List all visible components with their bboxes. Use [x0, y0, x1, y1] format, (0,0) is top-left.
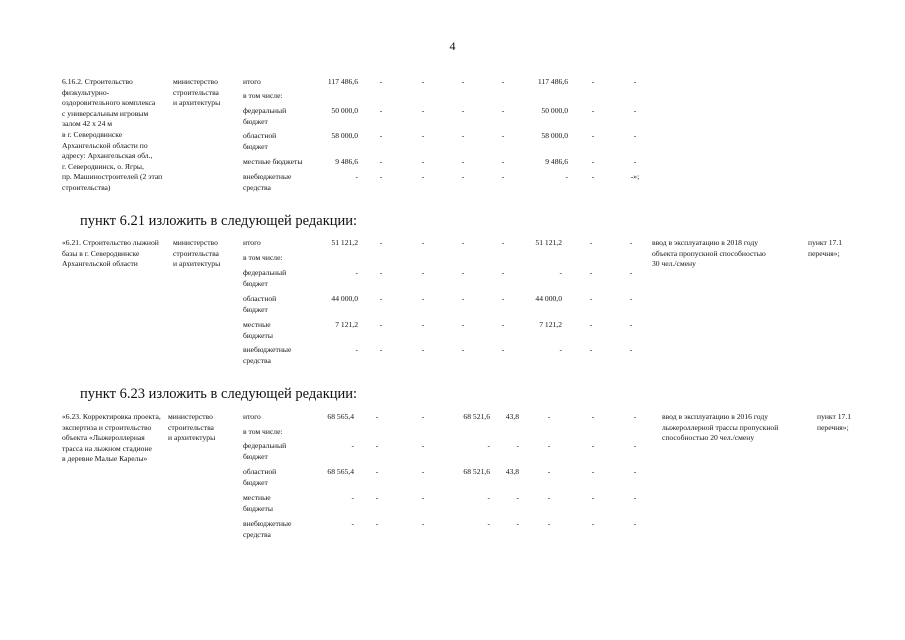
- amount-cell: -: [559, 268, 562, 277]
- amount-cell: -: [375, 412, 379, 421]
- funding-source-label: в том числе:: [243, 253, 283, 262]
- amount-cell: 68 565,4: [327, 467, 354, 476]
- amount-cell: 51 121,2: [331, 238, 358, 247]
- measure-name-line: 6.16.2. Строительство: [62, 77, 133, 86]
- amount-cell: -: [421, 131, 425, 140]
- measure-name-line: в деревне Малые Карелы»: [62, 454, 148, 464]
- amount-cell: -: [375, 441, 379, 450]
- amount-cell: -: [421, 519, 425, 528]
- measure-name-line: базы в г. Северодвинске: [62, 248, 140, 258]
- measure-name-line: залом 42 х 24 м: [62, 119, 113, 129]
- amount-cell: -: [591, 493, 595, 502]
- amount-cell: -: [633, 441, 637, 450]
- section-heading: пункт 6.21 изложить в следующей редакции:: [80, 213, 358, 229]
- amount-cell: -: [421, 320, 425, 329]
- amount-cell: -: [591, 106, 595, 115]
- amount-cell: -: [461, 238, 465, 247]
- amount-cell: -: [461, 106, 465, 115]
- amount-cell: -: [633, 106, 637, 115]
- funding-source-label: внебюджетные: [243, 519, 292, 528]
- expected-result-line: ввод в эксплуатацию в 2018 году: [652, 238, 759, 247]
- funding-source-label: в том числе:: [243, 91, 283, 100]
- measure-name-line: объекта «Лыжероллерная: [62, 433, 145, 443]
- funding-source-label: областной: [243, 131, 277, 140]
- amount-cell: -: [501, 268, 505, 277]
- amount-cell: -: [379, 157, 383, 166]
- amount-cell: -: [633, 77, 637, 86]
- executor-line: строительства: [168, 422, 214, 432]
- funding-source-label: местные: [243, 493, 271, 502]
- measure-name-line: «6.21. Строительство лыжной: [62, 238, 159, 247]
- funding-source-label: средства: [243, 182, 271, 192]
- amount-cell: -: [375, 519, 379, 528]
- amount-cell: -: [351, 493, 354, 502]
- amount-cell: -: [501, 131, 505, 140]
- amount-cell: -: [355, 268, 358, 277]
- amount-cell: -: [629, 345, 633, 354]
- amount-cell: -: [461, 294, 465, 303]
- amount-cell: -: [591, 77, 595, 86]
- amount-cell: 44 000,0: [535, 294, 562, 303]
- reference-line: перечня»;: [808, 248, 840, 258]
- page-number: 4: [449, 39, 456, 53]
- executor-line: строительства: [173, 248, 219, 258]
- funding-source-label: средства: [243, 529, 271, 539]
- amount-cell: -: [379, 106, 383, 115]
- reference-line: перечня»;: [817, 422, 849, 432]
- amount-cell: -: [629, 238, 633, 247]
- amount-cell: -: [547, 441, 551, 450]
- amount-cell: 43,8: [505, 412, 519, 421]
- reference-line: пункт 17.1: [808, 238, 843, 247]
- amount-cell: -: [461, 157, 465, 166]
- amount-cell: -: [589, 320, 593, 329]
- amount-cell: -: [421, 441, 425, 450]
- amount-cell: -: [421, 157, 425, 166]
- amount-cell: -: [379, 238, 383, 247]
- amount-cell: -: [591, 441, 595, 450]
- amount-cell: 68 565,4: [327, 412, 354, 421]
- funding-source-label: в том числе:: [243, 427, 283, 436]
- executor-line: министерство: [168, 412, 213, 421]
- amount-cell: -: [591, 157, 595, 166]
- expected-result-line: способностью 20 чел./смену: [662, 433, 755, 443]
- amount-cell: -: [421, 268, 425, 277]
- expected-result-line: лыжероллерной трассы пропускной: [662, 422, 779, 432]
- amount-cell: -: [629, 294, 633, 303]
- amount-cell: -: [461, 77, 465, 86]
- expected-result-line: 30 чел./смену: [652, 259, 696, 269]
- amount-cell: -: [633, 412, 637, 421]
- amount-cell: -: [501, 294, 505, 303]
- amount-cell: -: [633, 519, 637, 528]
- funding-source-label: федеральный: [243, 268, 287, 277]
- funding-source-label: федеральный: [243, 441, 287, 450]
- amount-cell: -»;: [630, 172, 640, 181]
- amount-cell: -: [629, 268, 633, 277]
- measure-name-line: пр. Машиностроителей (2 этап: [62, 172, 163, 182]
- expected-result-line: объекта пропускной способностью: [652, 248, 766, 258]
- amount-cell: -: [591, 519, 595, 528]
- funding-source-label: бюджеты: [243, 330, 273, 340]
- measure-name-line: трасса на лыжном стадионе: [62, 443, 152, 453]
- amount-cell: -: [461, 345, 465, 354]
- executor-line: и архитектуры: [173, 259, 221, 269]
- amount-cell: -: [547, 467, 551, 476]
- amount-cell: -: [547, 412, 551, 421]
- amount-cell: 117 486,6: [537, 77, 568, 86]
- funding-source-label: местные бюджеты: [243, 157, 303, 166]
- funding-source-label: внебюджетные: [243, 172, 292, 181]
- funding-source-label: местные: [243, 320, 271, 329]
- amount-cell: -: [516, 493, 519, 502]
- amount-cell: -: [501, 106, 505, 115]
- amount-cell: -: [501, 238, 505, 247]
- amount-cell: -: [355, 172, 358, 181]
- amount-cell: -: [379, 77, 383, 86]
- amount-cell: -: [421, 412, 425, 421]
- amount-cell: -: [589, 268, 593, 277]
- funding-source-label: внебюджетные: [243, 345, 292, 354]
- amount-cell: -: [591, 172, 595, 181]
- funding-source-label: бюджет: [243, 278, 268, 288]
- funding-source-label: бюджет: [243, 451, 268, 461]
- funding-source-label: средства: [243, 355, 271, 365]
- amount-cell: -: [355, 345, 358, 354]
- amount-cell: -: [461, 320, 465, 329]
- amount-cell: -: [591, 467, 595, 476]
- measure-name-line: экспертиза и строительство: [62, 422, 152, 432]
- amount-cell: 50 000,0: [331, 106, 358, 115]
- amount-cell: -: [421, 467, 425, 476]
- measure-name-line: с универсальным игровым: [62, 108, 149, 118]
- amount-cell: -: [421, 345, 425, 354]
- amount-cell: -: [421, 238, 425, 247]
- funding-source-label: бюджет: [243, 116, 268, 126]
- funding-source-label: бюджет: [243, 141, 268, 151]
- amount-cell: 44 000,0: [331, 294, 358, 303]
- amount-cell: -: [516, 441, 519, 450]
- amount-cell: -: [589, 294, 593, 303]
- amount-cell: -: [379, 268, 383, 277]
- amount-cell: -: [375, 467, 379, 476]
- amount-cell: -: [547, 493, 551, 502]
- measure-name-line: Архангельской области по: [62, 140, 148, 150]
- funding-source-label: областной: [243, 294, 277, 303]
- amount-cell: -: [547, 519, 551, 528]
- amount-cell: 9 486,6: [335, 157, 358, 166]
- measure-name-line: физкультурно-: [62, 87, 110, 97]
- amount-cell: -: [487, 441, 490, 450]
- amount-cell: -: [379, 131, 383, 140]
- amount-cell: -: [591, 131, 595, 140]
- amount-cell: -: [421, 294, 425, 303]
- funding-source-label: федеральный: [243, 106, 287, 115]
- amount-cell: 58 000,0: [331, 131, 358, 140]
- amount-cell: -: [501, 157, 505, 166]
- amount-cell: -: [501, 77, 505, 86]
- amount-cell: -: [589, 238, 593, 247]
- amount-cell: -: [559, 345, 562, 354]
- amount-cell: 51 121,2: [535, 238, 562, 247]
- amount-cell: 7 121,2: [335, 320, 358, 329]
- measure-name-line: г. Северодвинск, о. Ягры,: [62, 161, 144, 171]
- amount-cell: 58 000,0: [541, 131, 568, 140]
- section-heading: пункт 6.23 изложить в следующей редакции:: [80, 386, 358, 402]
- amount-cell: 68 521,6: [463, 467, 490, 476]
- measure-name-line: строительства): [62, 183, 111, 192]
- amount-cell: -: [421, 493, 425, 502]
- measure-name-line: адресу: Архангельская обл.,: [62, 151, 153, 161]
- expected-result-line: ввод в эксплуатацию в 2016 году: [662, 412, 769, 421]
- funding-source-label: итого: [243, 412, 261, 421]
- funding-source-label: итого: [243, 77, 261, 86]
- reference-line: пункт 17.1: [817, 412, 852, 421]
- amount-cell: -: [501, 345, 505, 354]
- measure-name-line: Архангельской области: [62, 259, 138, 269]
- amount-cell: -: [379, 320, 383, 329]
- amount-cell: 68 521,6: [463, 412, 490, 421]
- amount-cell: -: [633, 157, 637, 166]
- amount-cell: -: [421, 172, 425, 181]
- executor-line: министерство: [173, 238, 218, 247]
- amount-cell: -: [501, 320, 505, 329]
- amount-cell: -: [487, 493, 490, 502]
- amount-cell: -: [461, 172, 465, 181]
- amount-cell: -: [591, 412, 595, 421]
- amount-cell: 50 000,0: [541, 106, 568, 115]
- measure-name-line: «6.23. Корректировка проекта,: [62, 412, 161, 421]
- amount-cell: -: [421, 77, 425, 86]
- amount-cell: -: [633, 493, 637, 502]
- executor-line: и архитектуры: [168, 433, 216, 443]
- funding-source-label: областной: [243, 467, 277, 476]
- amount-cell: -: [375, 493, 379, 502]
- funding-source-label: бюджет: [243, 477, 268, 487]
- amount-cell: 117 486,6: [327, 77, 358, 86]
- amount-cell: -: [565, 172, 568, 181]
- executor-line: и архитектуры: [173, 98, 221, 108]
- amount-cell: 9 486,6: [545, 157, 568, 166]
- amount-cell: 7 121,2: [539, 320, 562, 329]
- amount-cell: -: [501, 172, 505, 181]
- funding-source-label: бюджет: [243, 304, 268, 314]
- amount-cell: -: [633, 467, 637, 476]
- amount-cell: -: [589, 345, 593, 354]
- amount-cell: -: [421, 106, 425, 115]
- funding-source-label: бюджеты: [243, 503, 273, 513]
- amount-cell: -: [379, 345, 383, 354]
- amount-cell: -: [461, 268, 465, 277]
- measure-name-line: оздоровительного комплекса: [62, 98, 156, 108]
- amount-cell: -: [461, 131, 465, 140]
- executor-line: министерство: [173, 77, 218, 86]
- amount-cell: 43,8: [505, 467, 519, 476]
- funding-source-label: итого: [243, 238, 261, 247]
- amount-cell: -: [351, 519, 354, 528]
- amount-cell: -: [633, 131, 637, 140]
- amount-cell: -: [629, 320, 633, 329]
- amount-cell: -: [379, 294, 383, 303]
- executor-line: строительства: [173, 87, 219, 97]
- amount-cell: -: [379, 172, 383, 181]
- amount-cell: -: [516, 519, 519, 528]
- amount-cell: -: [351, 441, 354, 450]
- measure-name-line: в г. Северодвинске: [62, 130, 123, 139]
- amount-cell: -: [487, 519, 490, 528]
